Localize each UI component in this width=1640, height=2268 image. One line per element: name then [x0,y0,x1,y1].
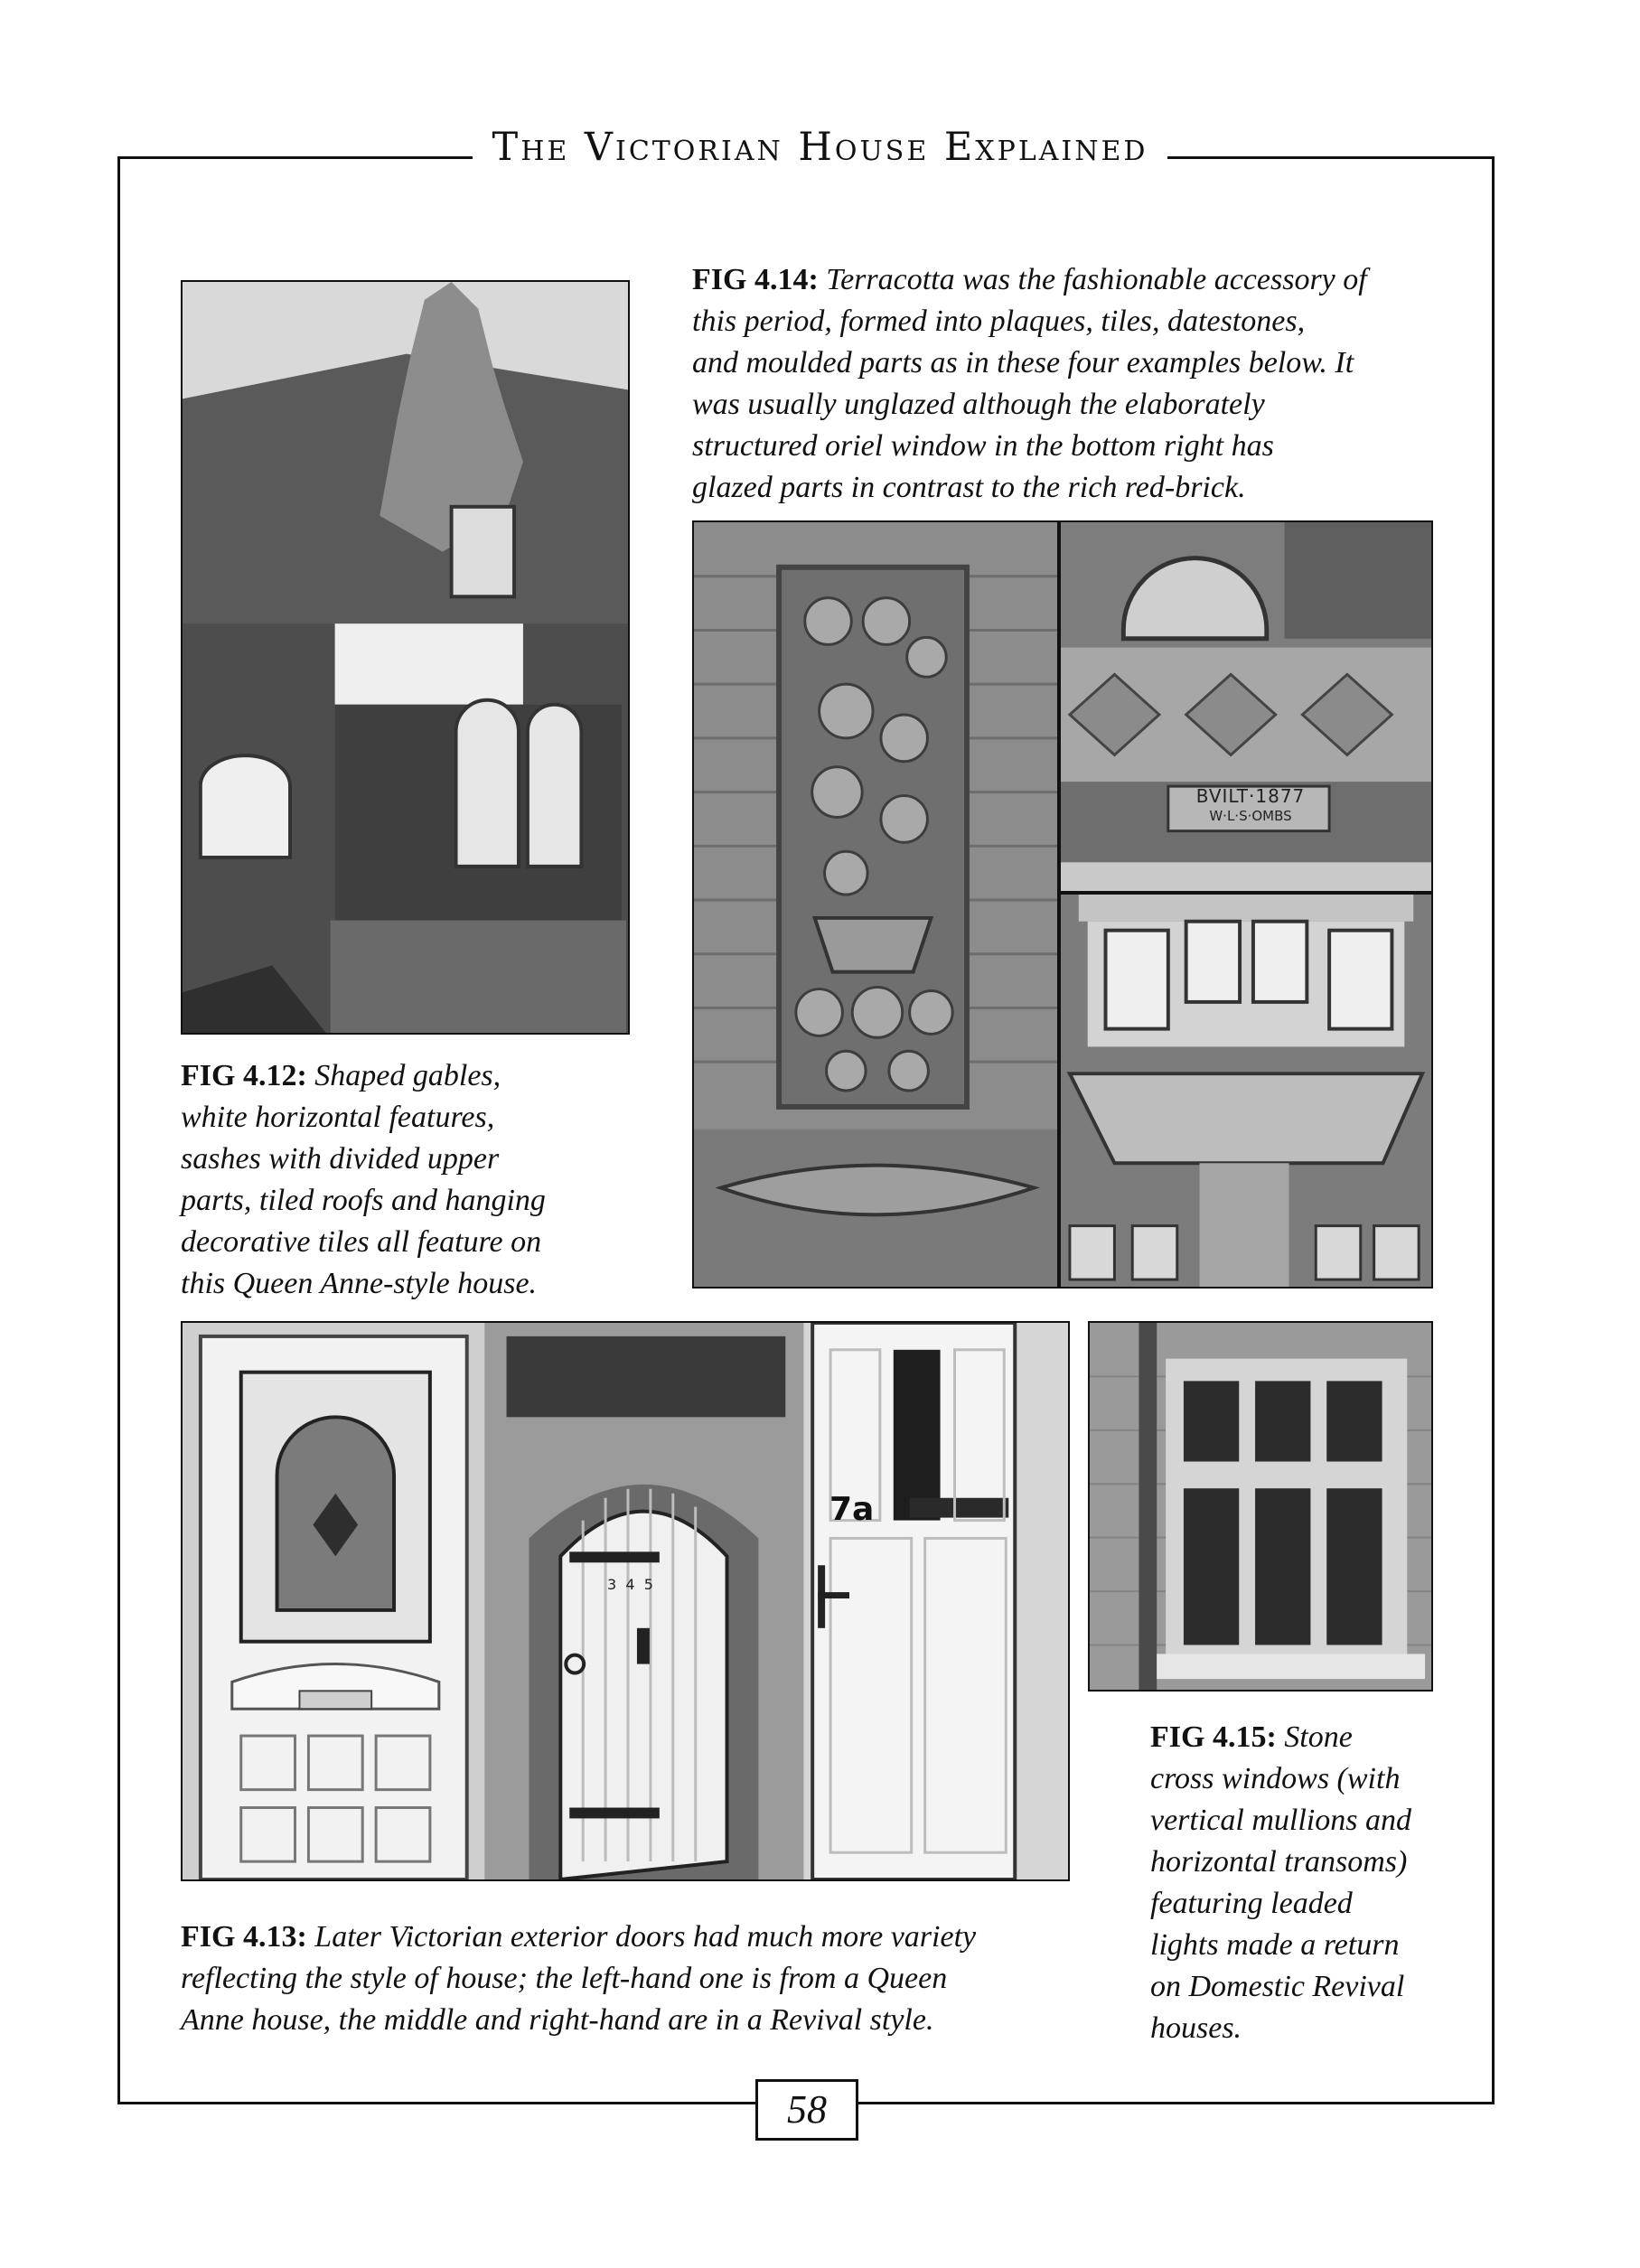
caption-fig-4-15-line: Stone [1276,1720,1353,1754]
photo-queen-anne-house [181,280,630,1035]
caption-fig-4-12-line: white horizontal features, [181,1101,495,1134]
caption-fig-4-15-line: cross windows (with [1150,1762,1401,1795]
caption-fig-4-13-number: FIG 4.13: [181,1920,307,1954]
photo-exterior-doors [181,1321,1070,1881]
caption-fig-4-13-line: Anne house, the middle and right-hand are in a Revival style. [181,2003,934,2037]
caption-fig-4-14-number: FIG 4.14: [692,263,819,296]
photo-terracotta-oriel-window [1059,893,1433,1289]
caption-fig-4-12-line: Shaped gables, [314,1059,501,1092]
running-head [0,125,1640,170]
datestone-inscription [1169,786,1332,826]
caption-fig-4-14-line: this period, formed into plaques, tiles, datestones, [692,305,1306,338]
caption-fig-4-13 [181,1917,1093,2041]
caption-fig-4-15-line: horizontal transoms) [1150,1845,1408,1879]
caption-fig-4-15-line: vertical mullions and [1150,1804,1411,1837]
door-number-middle: 3 4 5 [607,1576,653,1593]
caption-fig-4-12-line: parts, tiled roofs and hanging [181,1184,546,1217]
page-number: 58 [755,2079,858,2141]
caption-fig-4-15-line: lights made a return [1150,1928,1400,1962]
caption-fig-4-15-line: featuring leaded [1150,1887,1353,1920]
caption-fig-4-15-line: on Domestic Revival [1150,1970,1405,2003]
caption-fig-4-13-line: reflecting the style of house; the left-hand one is from a Queen [181,1962,948,1995]
photo-stone-cross-windows [1088,1321,1433,1692]
caption-fig-4-12-line: decorative tiles all feature on [181,1225,542,1259]
caption-fig-4-15-number: FIG 4.15: [1150,1720,1277,1754]
datestone-line: W·L·S·OMBS [1209,808,1292,824]
door-number-right: 7a [829,1491,875,1528]
caption-fig-4-15 [1150,1717,1494,2049]
photo-terracotta-datestone [1059,520,1433,893]
photo-terracotta-plaque [692,520,1059,1289]
caption-fig-4-14-line: structured oriel window in the bottom right has [692,429,1274,463]
caption-fig-4-14-line: glazed parts in contrast to the rich red-brick. [692,471,1246,504]
caption-fig-4-14-line: was usually unglazed although the elaborately [692,388,1265,421]
caption-fig-4-12-line: this Queen Anne-style house. [181,1267,538,1300]
caption-fig-4-14 [692,259,1487,509]
caption-fig-4-14-line: and moulded parts as in these four examples below. It [692,346,1354,380]
caption-fig-4-12-number: FIG 4.12: [181,1059,307,1092]
caption-fig-4-12-line: sashes with divided upper [181,1142,500,1176]
caption-fig-4-12 [181,1055,651,1305]
caption-fig-4-15-line: houses. [1150,2011,1242,2045]
caption-fig-4-14-line: Terracotta was the fashionable accessory of [818,263,1367,296]
datestone-line: BVILT·1877 [1195,785,1306,807]
running-title: The Victorian House Explained [473,125,1168,170]
caption-fig-4-13-line: Later Victorian exterior doors had much more variety [306,1920,977,1954]
